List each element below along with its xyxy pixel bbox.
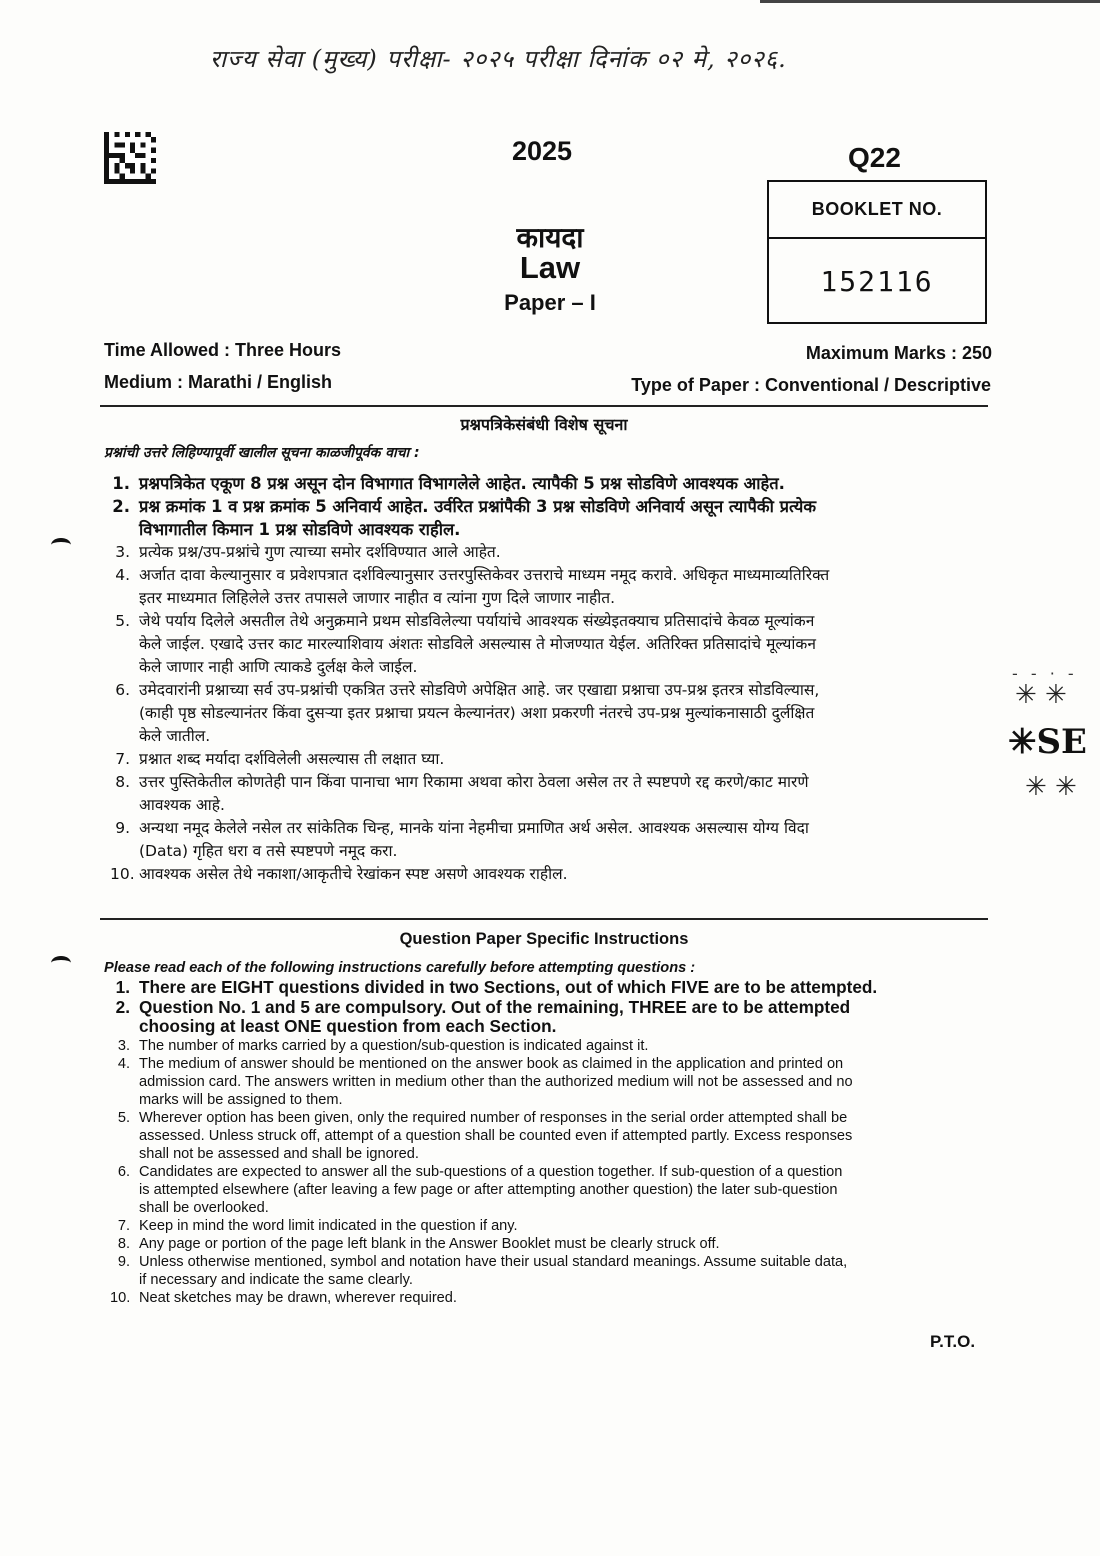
instruction-item xyxy=(110,472,976,495)
instruction-line: assessed. Unless struck off, attempt of a question shall be counted even if attempted partly. Excess responses xyxy=(139,1127,853,1144)
instruction-number: 7. xyxy=(117,1217,130,1234)
instruction-item xyxy=(110,1037,976,1055)
instruction-text xyxy=(139,1055,853,1109)
instruction-line: Unless otherwise mentioned, symbol and notation have their usual standard meanings. Assume suitable data, xyxy=(139,1253,848,1270)
instruction-text xyxy=(139,1235,720,1253)
instruction-line: (काही पृष्ठ सोडल्यानंतर किंवा दुसऱ्या इतर प्रश्नाचा प्रयत्न केल्यानंतर) अशा प्रकरणी नंतरचे उप-प्रश्न मुल्यांकनासाठी दुर्लक्षित xyxy=(139,704,815,722)
instruction-item xyxy=(110,1109,976,1163)
exam-year: 2025 xyxy=(512,136,573,166)
medium: Medium : Marathi / English xyxy=(104,372,333,392)
instruction-line: इतर माध्यमात लिहिलेले उत्तर तपासले जाणार नाहीत व त्यांना गुण दिले जाणार नाहीत. xyxy=(139,589,615,607)
instruction-number: 10. xyxy=(110,865,135,883)
instruction-number: 2. xyxy=(112,497,130,516)
instruction-line: Wherever option has been given, only the required number of responses in the serial order attempted shall be xyxy=(139,1109,848,1126)
subject-marathi: कायदा xyxy=(516,221,584,254)
instruction-number: 5. xyxy=(115,612,130,630)
marathi-instructions-list xyxy=(110,472,976,886)
instruction-line: प्रश्न क्रमांक 1 व प्रश्न क्रमांक 5 अनिवार्य आहेत. उर्वरित प्रश्नांपैकी 3 प्रश्न सोडविणे अनिवार्य असून त्यापैकी प्रत्येक xyxy=(139,497,817,516)
instruction-line: admission card. The answers written in medium other than the authorized medium will not be assessed and no xyxy=(139,1073,853,1090)
instruction-line: आवश्यक आहे. xyxy=(139,796,225,814)
instruction-line: choosing at least ONE question from each Section. xyxy=(139,1016,557,1036)
instruction-item xyxy=(110,748,976,771)
instruction-item xyxy=(110,1163,976,1217)
paper-code: Q22 xyxy=(848,142,901,173)
instruction-number: 5. xyxy=(117,1109,130,1126)
instruction-text xyxy=(139,472,785,495)
instruction-text xyxy=(139,679,819,748)
instruction-line: is attempted elsewhere (after leaving a few page or after attempting another question) the later sub-question xyxy=(139,1181,838,1198)
instruction-text xyxy=(139,998,850,1037)
instruction-item xyxy=(110,610,976,679)
instruction-line: अर्जात दावा केल्यानुसार व प्रवेशपत्रात दर्शविल्यानुसार उत्तरपुस्तिकेवर उत्तराचे माध्यम नमूद करावे. अधिकृत माध्यमाव्यतिरिक्त xyxy=(139,566,830,584)
instruction-line: Any page or portion of the page left blank in the Answer Booklet must be clearly struck off. xyxy=(139,1235,720,1252)
instruction-number: 6. xyxy=(117,1163,130,1180)
instruction-line: प्रश्नात शब्द मर्यादा दर्शविलेली असल्यास ती लक्षात घ्या. xyxy=(139,750,445,768)
instruction-item xyxy=(110,978,976,998)
instruction-text xyxy=(139,495,816,541)
instruction-item xyxy=(110,564,976,610)
booklet-number: 152116 xyxy=(820,265,934,298)
instruction-line: उत्तर पुस्तिकेतील कोणतेही पान किंवा पानाचा भाग रिकामा अथवा कोरा ठेवला असेल तर ते स्पष्टपणे रद्द करणे/काट मारणे xyxy=(139,773,809,791)
instruction-line: Neat sketches may be drawn, wherever required. xyxy=(139,1289,457,1306)
instruction-line: केले जातील. xyxy=(139,727,211,745)
instruction-line: प्रत्येक प्रश्न/उप-प्रश्नांचे गुण त्याच्या समोर दर्शविण्यात आले आहेत. xyxy=(139,543,501,561)
seal-fragment-text: SE xyxy=(1036,722,1087,762)
instruction-text xyxy=(139,817,809,863)
instruction-item xyxy=(110,495,976,541)
divider-middle xyxy=(100,918,988,920)
seal-fragment: ✳SE xyxy=(1008,722,1087,762)
instruction-number: 8. xyxy=(115,773,130,791)
instruction-number: 1. xyxy=(115,977,130,997)
instruction-text xyxy=(139,610,816,679)
instruction-line: Question No. 1 and 5 are compulsory. Out of the remaining, THREE are to be attempted xyxy=(139,996,851,1017)
instruction-line: आवश्यक असेल तेथे नकाशा/आकृतीचे रेखांकन स्पष्ट असणे आवश्यक राहील. xyxy=(139,865,568,883)
instruction-line: Keep in mind the word limit indicated in the question if any. xyxy=(139,1217,518,1234)
instruction-number: 10. xyxy=(110,1289,131,1306)
top-edge-line xyxy=(760,0,1100,3)
instruction-number: 1. xyxy=(112,474,130,493)
seal-star-icon: ✳ ✳ xyxy=(1025,772,1077,802)
instruction-text xyxy=(139,863,568,886)
margin-mark xyxy=(51,956,71,970)
instruction-text xyxy=(139,1109,852,1163)
instruction-item xyxy=(110,541,976,564)
instruction-number: 9. xyxy=(117,1253,130,1270)
instruction-item xyxy=(110,1289,976,1307)
maximum-marks: Maximum Marks : 250 xyxy=(805,343,992,363)
subject-english: Law xyxy=(519,250,581,285)
instruction-number: 9. xyxy=(115,819,130,837)
instruction-line: shall be overlooked. xyxy=(139,1199,269,1216)
instruction-item xyxy=(110,1055,976,1109)
instruction-item xyxy=(110,771,976,817)
paper-number: Paper – I xyxy=(504,290,596,315)
booklet-label: BOOKLET NO. xyxy=(769,182,985,239)
divider-top xyxy=(100,405,988,407)
instruction-line: shall not be assessed and shall be ignored. xyxy=(139,1145,419,1162)
instruction-line: if necessary and indicate the same clearly. xyxy=(139,1271,413,1288)
instruction-number: 3. xyxy=(117,1037,130,1054)
margin-mark xyxy=(51,538,71,552)
time-allowed: Time Allowed : Three Hours xyxy=(104,340,342,360)
instruction-text xyxy=(139,1217,518,1235)
instruction-text xyxy=(139,748,444,771)
instruction-line: प्रश्नपत्रिकेत एकूण 8 प्रश्न असून दोन विभागात विभागलेले आहेत. त्यापैकी 5 प्रश्न सोडविणे आवश्यक आहेत. xyxy=(139,474,785,493)
instruction-line: Candidates are expected to answer all the sub-questions of a question together. If sub-question of a question xyxy=(139,1163,843,1180)
instruction-line: उमेदवारांनी प्रश्नाच्या सर्व उप-प्रश्नांची एकत्रित उत्तरे सोडविणे अपेक्षित आहे. जर एखाद्या प्रश्नाचा उप-प्रश्न इतरत्र सोडविल्यास, xyxy=(139,681,820,699)
datamatrix-code-icon xyxy=(104,132,156,184)
instruction-item xyxy=(110,1235,976,1253)
handwritten-exam-note: राज्य सेवा (मुख्य) परीक्षा- २०२५ परीक्षा दिनांक ०२ मे, २०२६. xyxy=(210,45,787,73)
paper-type: Type of Paper : Conventional / Descriptive xyxy=(631,375,991,395)
marathi-instructions-lead: प्रश्नांची उत्तरे लिहिण्यापूर्वी खालील सूचना काळजीपूर्वक वाचा : xyxy=(104,445,420,461)
instruction-line: विभागातील किमान 1 प्रश्न सोडविणे आवश्यक राहील. xyxy=(139,520,461,539)
instruction-line: marks will be assigned to them. xyxy=(139,1091,343,1108)
instruction-number: 6. xyxy=(115,681,130,699)
instruction-item xyxy=(110,1253,976,1289)
instruction-number: 4. xyxy=(115,566,130,584)
instruction-number: 3. xyxy=(115,543,130,561)
english-instructions-lead: Please read each of the following instructions carefully before attempting questions : xyxy=(104,960,696,976)
instruction-text xyxy=(139,1289,457,1307)
instruction-item xyxy=(110,817,976,863)
instruction-item xyxy=(110,1217,976,1235)
seal-dash-line: - - · - xyxy=(1012,664,1078,683)
seal-star-icon: ✳ ✳ xyxy=(1015,680,1067,710)
instruction-line: जेथे पर्याय दिलेले असतील तेथे अनुक्रमाने प्रथम सोडविलेल्या पर्यायांचे आवश्यक संख्येइतक्याच प्रतिसादांचे केवळ मूल्यांकन xyxy=(139,612,815,630)
booklet-number-box xyxy=(767,180,987,324)
instruction-text xyxy=(139,771,809,817)
marathi-instructions-heading: प्रश्नपत्रिकेसंबंधी विशेष सूचना xyxy=(460,415,628,434)
instruction-text xyxy=(139,978,877,998)
instruction-number: 2. xyxy=(115,996,130,1017)
instruction-number: 8. xyxy=(117,1235,130,1252)
instruction-line: केले जाईल. एखादे उत्तर काट मारल्याशिवाय अंशतः सोडविले असल्यास ते मोजण्यात येईल. अतिरिक्त प्रतिसादांचे मूल्यांकन xyxy=(139,635,816,653)
instruction-number: 4. xyxy=(117,1055,130,1072)
instruction-line: The number of marks carried by a question/sub-question is indicated against it. xyxy=(139,1037,649,1054)
instruction-line: (Data) गृहित धरा व तसे स्पष्टपणे नमूद करा. xyxy=(139,842,398,860)
instruction-item xyxy=(110,998,976,1037)
instruction-text xyxy=(139,1037,648,1055)
english-instructions-heading: Question Paper Specific Instructions xyxy=(399,930,689,948)
instruction-text xyxy=(139,541,501,564)
instruction-item xyxy=(110,863,976,886)
instruction-line: The medium of answer should be mentioned on the answer book as claimed in the application and printed on xyxy=(139,1055,844,1072)
instruction-item xyxy=(110,679,976,748)
instruction-line: अन्यथा नमूद केलेले नसेल तर सांकेतिक चिन्ह, मानके यांना नेहमीचा प्रमाणित अर्थ असेल. आवश्यक असल्यास योग्य विदा xyxy=(139,819,809,837)
instruction-text xyxy=(139,564,829,610)
instruction-text xyxy=(139,1163,842,1217)
instruction-line: केले जाणार नाही आणि त्याकडे दुर्लक्ष केले जाईल. xyxy=(139,658,418,676)
please-turn-over: P.T.O. xyxy=(930,1332,976,1351)
instruction-line: There are EIGHT questions divided in two Sections, out of which FIVE are to be attempted. xyxy=(139,977,878,997)
english-instructions-list xyxy=(110,978,976,1307)
instruction-number: 7. xyxy=(115,750,130,768)
instruction-text xyxy=(139,1253,847,1289)
